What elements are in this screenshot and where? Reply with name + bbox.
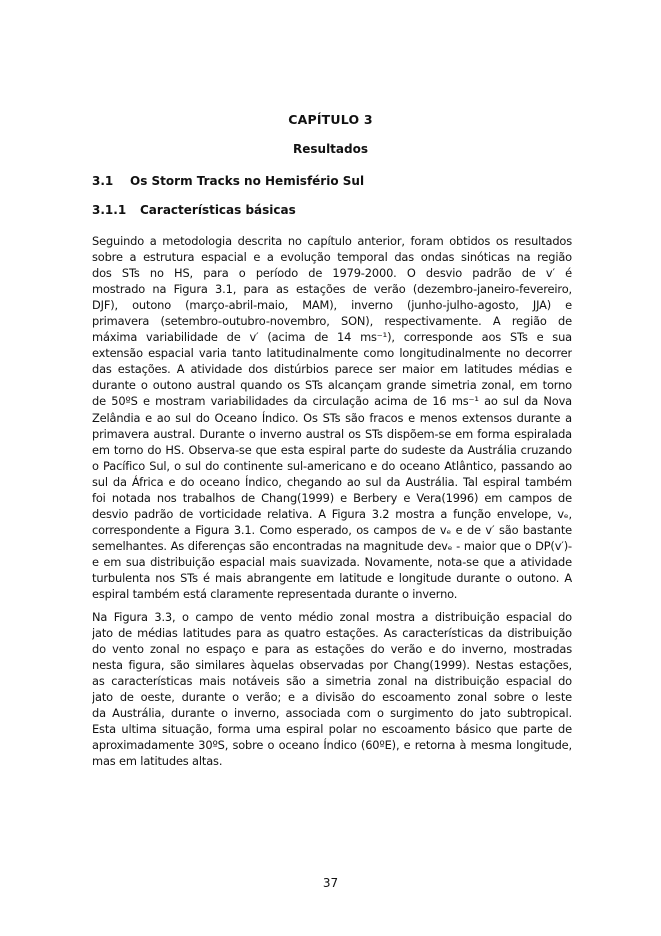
text-line: correspondente a Figura 3.1. Como esperado, os campos de vₑ e de v′ são bastante — [92, 522, 572, 537]
page-number: 37 — [322, 876, 339, 890]
text-line: primavera austral. Durante o inverno austral os STs dispõem-se em forma espiralada — [92, 426, 572, 441]
text-line: semelhantes. As diferenças são encontradas na magnitude devₑ - maior que o DP(v′)- — [92, 538, 572, 553]
text-line: jato de médias latitudes para as quatro estações. As características da distribuição — [92, 626, 572, 641]
text-line: Na Figura 3.3, o campo de vento médio zonal mostra a distribuição espacial do — [92, 610, 572, 624]
text-line: em torno do HS. Observa-se que esta espiral parte do sudeste da Austrália cruzando — [92, 442, 572, 457]
paragraph-1 — [92, 233, 572, 602]
text-line: turbulenta nos STs é mais abrangente em latitude e longitude durante o outono. A — [92, 570, 572, 585]
text-line: Zelândia e ao sul do Oceano Índico. Os STs são fracos e menos extensos durante a — [92, 410, 572, 425]
text-line: primavera (setembro-outubro-novembro, SON), respectivamente. A região de — [92, 314, 572, 329]
text-line: desvio padrão de vorticidade relativa. A Figura 3.2 mostra a função envelope, vₑ, — [92, 506, 572, 521]
text-line: Esta ultima situação, forma uma espiral polar no escoamento básico que parte de — [92, 722, 572, 737]
text-line: DJF), outono (março-abril-maio, MAM), inverno (junho-julho-agosto, JJA) e — [92, 298, 572, 313]
text-line: mas em latitudes altas. — [92, 754, 223, 769]
chapter-title: Resultados — [293, 142, 368, 156]
text-line: das estações. A atividade dos distúrbios parece ser maior em latitudes médias e — [92, 362, 572, 377]
text-line: durante o outono austral quando os STs alcançam grande simetria zonal, em torno — [92, 378, 572, 393]
text-line: do vento zonal no espaço e para as estações do verão e do inverno, mostradas — [92, 642, 572, 657]
text-line: nesta figura, são similares àquelas observadas por Chang(1999). Nestas estações, — [92, 658, 572, 673]
text-line: o Pacífico Sul, o sul do continente sul-americano e do oceano Atlântico, passando ao — [92, 458, 572, 473]
section-number: 3.1 — [92, 174, 114, 188]
text-line: de 50ºS e mostram variabilidades da circulação acima de 16 ms⁻¹ ao sul da Nova — [92, 394, 572, 409]
text-line: máxima variabilidade de v′ (acima de 14 ms⁻¹), corresponde aos STs e sua — [92, 330, 572, 345]
chapter-label: CAPÍTULO 3 — [288, 112, 373, 127]
text-line: aproximadamente 30ºS, sobre o oceano Índico (60ºE), e retorna à mesma longitude, — [92, 738, 572, 753]
text-line: foi notada nos trabalhos de Chang(1999) e Berbery e Vera(1996) em campos de — [92, 490, 572, 505]
subsection-heading — [92, 203, 296, 217]
text-line: jato de oeste, durante o verão; e a divisão do escoamento zonal sobre o leste — [92, 690, 572, 705]
paragraph-2 — [92, 609, 572, 769]
text-line: extensão espacial varia tanto latitudinalmente como longitudinalmente no decorrer — [92, 346, 572, 361]
section-heading — [92, 174, 364, 188]
text-line: espiral também está claramente representada durante o inverno. — [92, 587, 458, 602]
subsection-title: Características básicas — [140, 203, 296, 217]
section-title: Os Storm Tracks no Hemisfério Sul — [130, 174, 365, 188]
subsection-number: 3.1.1 — [92, 203, 127, 217]
text-line: as características mais notáveis são a simetria zonal na distribuição espacial do — [92, 674, 572, 689]
text-line: mostrado na Figura 3.1, para as estações de verão (dezembro-janeiro-fevereiro, — [92, 282, 572, 297]
text-line: dos STs no HS, para o período de 1979-2000. O desvio padrão de v′ é — [92, 266, 572, 281]
text-line: da Austrália, durante o inverno, associada com o surgimento do jato subtropical. — [92, 706, 572, 721]
text-line: Seguindo a metodologia descrita no capítulo anterior, foram obtidos os resultados — [92, 234, 572, 248]
text-line: sobre a estrutura espacial e a evolução temporal das ondas sinóticas na região — [92, 250, 572, 265]
text-line: sul da África e do oceano Índico, chegando ao sul da Austrália. Tal espiral também — [92, 474, 572, 489]
text-line: e em sua distribuição espacial mais suavizada. Novamente, nota-se que a atividade — [92, 554, 572, 569]
